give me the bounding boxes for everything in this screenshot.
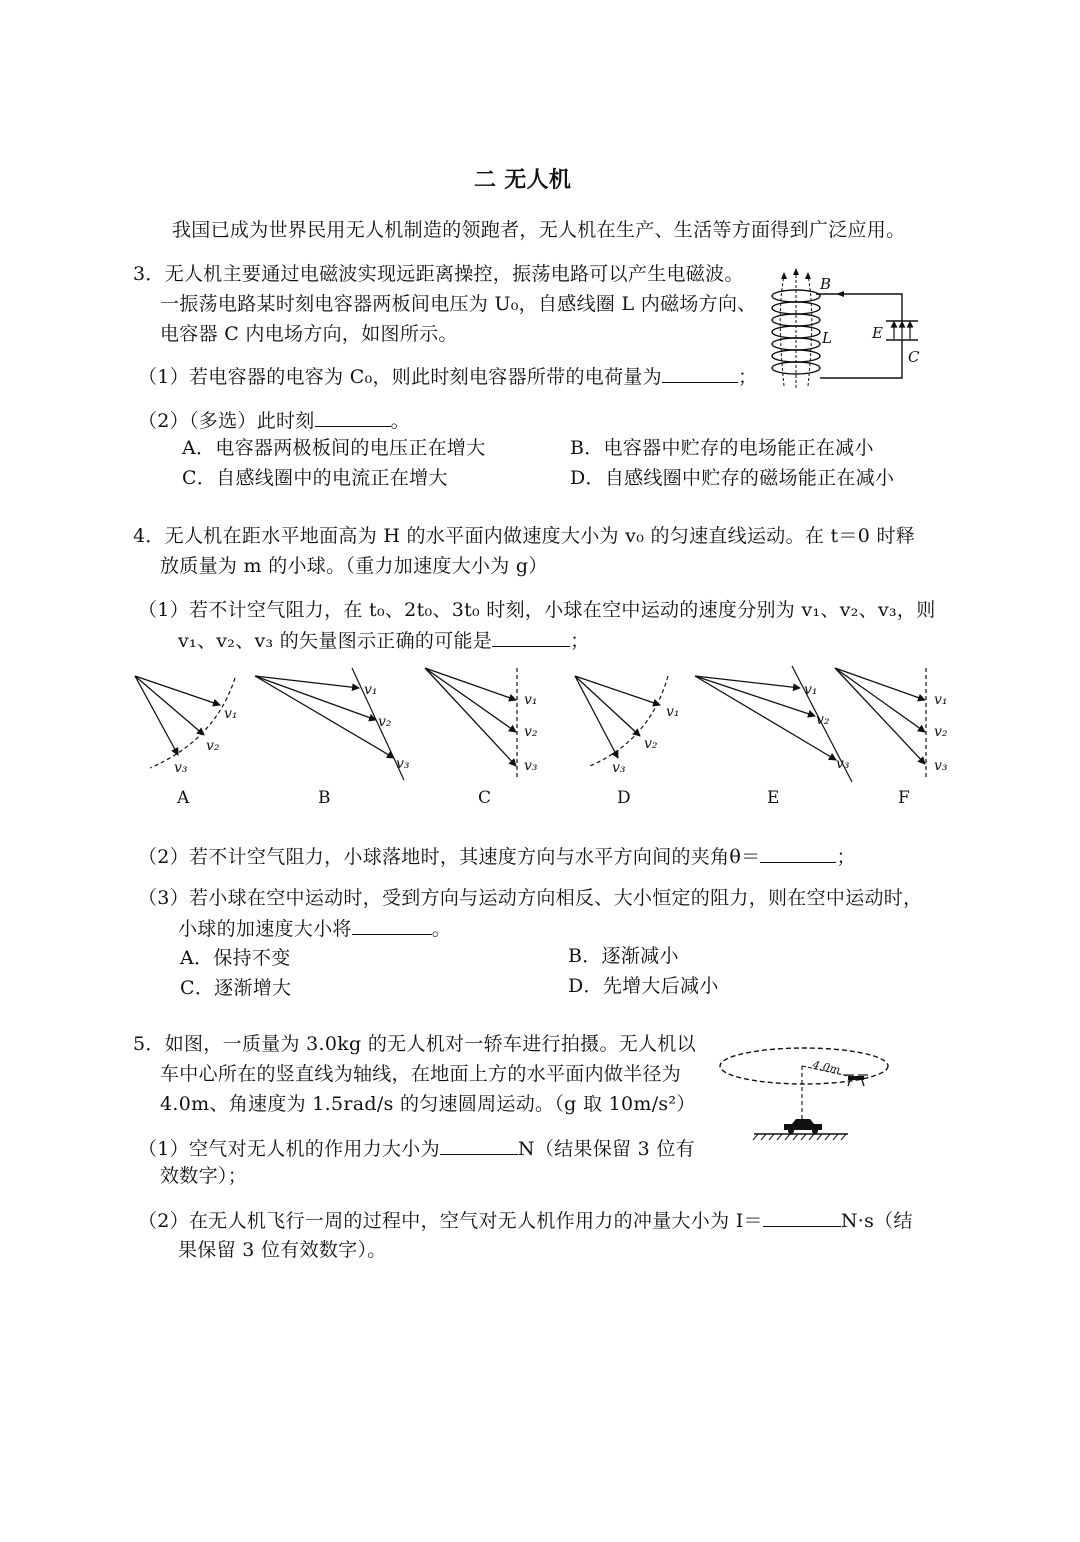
vector-diagrams (120, 660, 960, 810)
q4-part-1-line-2: v₁、v₂、v₃ 的矢量图示正确的可能是 ； (178, 630, 590, 652)
diagram-a[interactable] (135, 676, 238, 776)
diagram-f[interactable] (835, 668, 948, 778)
q5-part-1-cont: 效数字）； (160, 1165, 248, 1187)
svg-text:v₃: v₃ (836, 756, 850, 772)
q4-part-2-blank[interactable] (760, 844, 836, 863)
svg-text:v₂: v₂ (644, 736, 658, 752)
q4-part-3-line-1: （3）若小球在空中运动时，受到方向与运动方向相反、大小恒定的阻力，则在空中运动时， (138, 887, 923, 909)
q3-part-1-blank[interactable] (662, 364, 738, 383)
q3-option-d[interactable]: D．自感线圈中贮存的磁场能正在减小 (570, 467, 895, 489)
q3-option-a[interactable]: A．电容器两极板间的电压正在增大 (182, 437, 486, 459)
svg-text:v₃: v₃ (396, 756, 410, 772)
q3-part-2: （2）（多选）此时刻 。 (138, 410, 410, 432)
diagram-d[interactable] (575, 676, 680, 776)
electric-field-arrows (892, 322, 913, 339)
q4-part-1-blank[interactable] (492, 628, 570, 647)
svg-text:v₂: v₂ (378, 714, 392, 730)
q4-part-3-line-2: 小球的加速度大小将 。 (178, 918, 452, 940)
section-title: 二 无人机 (474, 167, 572, 193)
q5-line-1: 5．如图，一质量为 3.0kg 的无人机对一轿车进行拍摄。无人机以 (133, 1033, 696, 1055)
diagram-e[interactable] (695, 666, 852, 782)
svg-text:v₃: v₃ (934, 758, 948, 774)
radius-label: 4.0m (811, 1058, 842, 1077)
svg-text:v₁: v₁ (666, 704, 680, 720)
svg-text:v₁: v₁ (364, 682, 378, 698)
q4-option-a[interactable]: A．保持不变 (180, 947, 291, 969)
q4-part-3-blank[interactable] (352, 916, 432, 935)
diagram-c[interactable] (425, 668, 538, 778)
diagram-letter-a: A (177, 788, 190, 808)
q5-part-1-blank[interactable] (440, 1136, 518, 1155)
q5-line-2: 车中心所在的竖直线为轴线，在地面上方的水平面内做半径为 (160, 1063, 682, 1085)
svg-text:v₃: v₃ (524, 758, 538, 774)
q5-part-2-blank[interactable] (763, 1208, 841, 1227)
diagram-letter-b: B (318, 788, 331, 808)
current-arrow-icon (836, 291, 844, 297)
svg-text:v₁: v₁ (934, 692, 948, 708)
svg-text:v₃: v₃ (612, 760, 626, 776)
q5-part-2-cont: 果保留 3 位有效数字）。 (178, 1239, 387, 1261)
svg-text:v₂: v₂ (816, 712, 830, 728)
svg-text:v₂: v₂ (934, 724, 948, 740)
diagram-b[interactable] (255, 668, 410, 780)
svg-text:v₁: v₁ (524, 692, 538, 708)
svg-text:v₁: v₁ (224, 706, 238, 722)
q3-part-2-blank[interactable] (315, 408, 391, 427)
q3-option-b[interactable]: B．电容器中贮存的电场能正在减小 (570, 437, 874, 459)
q3-line-2: 一振荡电路某时刻电容器两板间电压为 U₀，自感线圈 L 内磁场方向、 (160, 293, 757, 315)
q4-part-2: （2）若不计空气阻力，小球落地时，其速度方向与水平方向间的夹角θ＝ ； (138, 846, 856, 868)
diagram-letter-d: D (617, 788, 631, 808)
svg-text:v₂: v₂ (524, 724, 538, 740)
label-l: L (822, 329, 832, 347)
q3-option-c[interactable]: C．自感线圈中的电流正在增大 (182, 467, 448, 489)
q4-option-b[interactable]: B．逐渐减小 (568, 945, 679, 967)
lc-circuit-figure (760, 266, 930, 396)
intro-text: 我国已成为世界民用无人机制造的领跑者，无人机在生产、生活等方面得到广泛应用。 (172, 219, 906, 241)
q4-line-2: 放质量为 m 的小球。（重力加速度大小为 g） (160, 555, 548, 577)
diagram-letter-c: C (478, 788, 492, 808)
label-b: B (820, 275, 832, 293)
q5-part-2: （2）在无人机飞行一周的过程中，空气对无人机作用力的冲量大小为 I＝ N·s（结 (138, 1210, 913, 1232)
diagram-letter-e: E (767, 788, 780, 808)
q4-line-1: 4．无人机在距水平地面高为 H 的水平面内做速度大小为 v₀ 的匀速直线运动。在 t＝0 时释 (133, 525, 916, 547)
svg-text:v₂: v₂ (206, 738, 220, 754)
q4-part-1-line-1: （1）若不计空气阻力，在 t₀、2t₀、3t₀ 时刻，小球在空中运动的速度分别为 v₁、v₂、v₃，则 (138, 599, 936, 621)
svg-text:v₁: v₁ (804, 682, 818, 698)
ground-hatching (753, 1134, 846, 1140)
q5-part-1: （1）空气对无人机的作用力大小为 N（结果保留 3 位有 (138, 1138, 695, 1160)
q5-line-3: 4.0m、角速度为 1.5rad/s 的匀速圆周运动。（g 取 10m/s²） (160, 1093, 696, 1115)
label-e: E (872, 324, 883, 342)
q3-part-1: （1）若电容器的电容为 C₀，则此时刻电容器所带的电荷量为 ； (138, 366, 758, 388)
q4-option-d[interactable]: D．先增大后减小 (568, 975, 719, 997)
q3-line-1: 3．无人机主要通过电磁波实现远距离操控，振荡电路可以产生电磁波。 (133, 263, 744, 285)
drone-circle-figure (718, 1040, 898, 1140)
q3-line-3: 电容器 C 内电场方向，如图所示。 (160, 323, 458, 345)
diagram-letter-f: F (898, 788, 910, 808)
svg-text:v₃: v₃ (174, 760, 188, 776)
car-icon (784, 1119, 822, 1134)
label-c: C (908, 348, 920, 366)
q4-option-c[interactable]: C．逐渐增大 (180, 977, 292, 999)
